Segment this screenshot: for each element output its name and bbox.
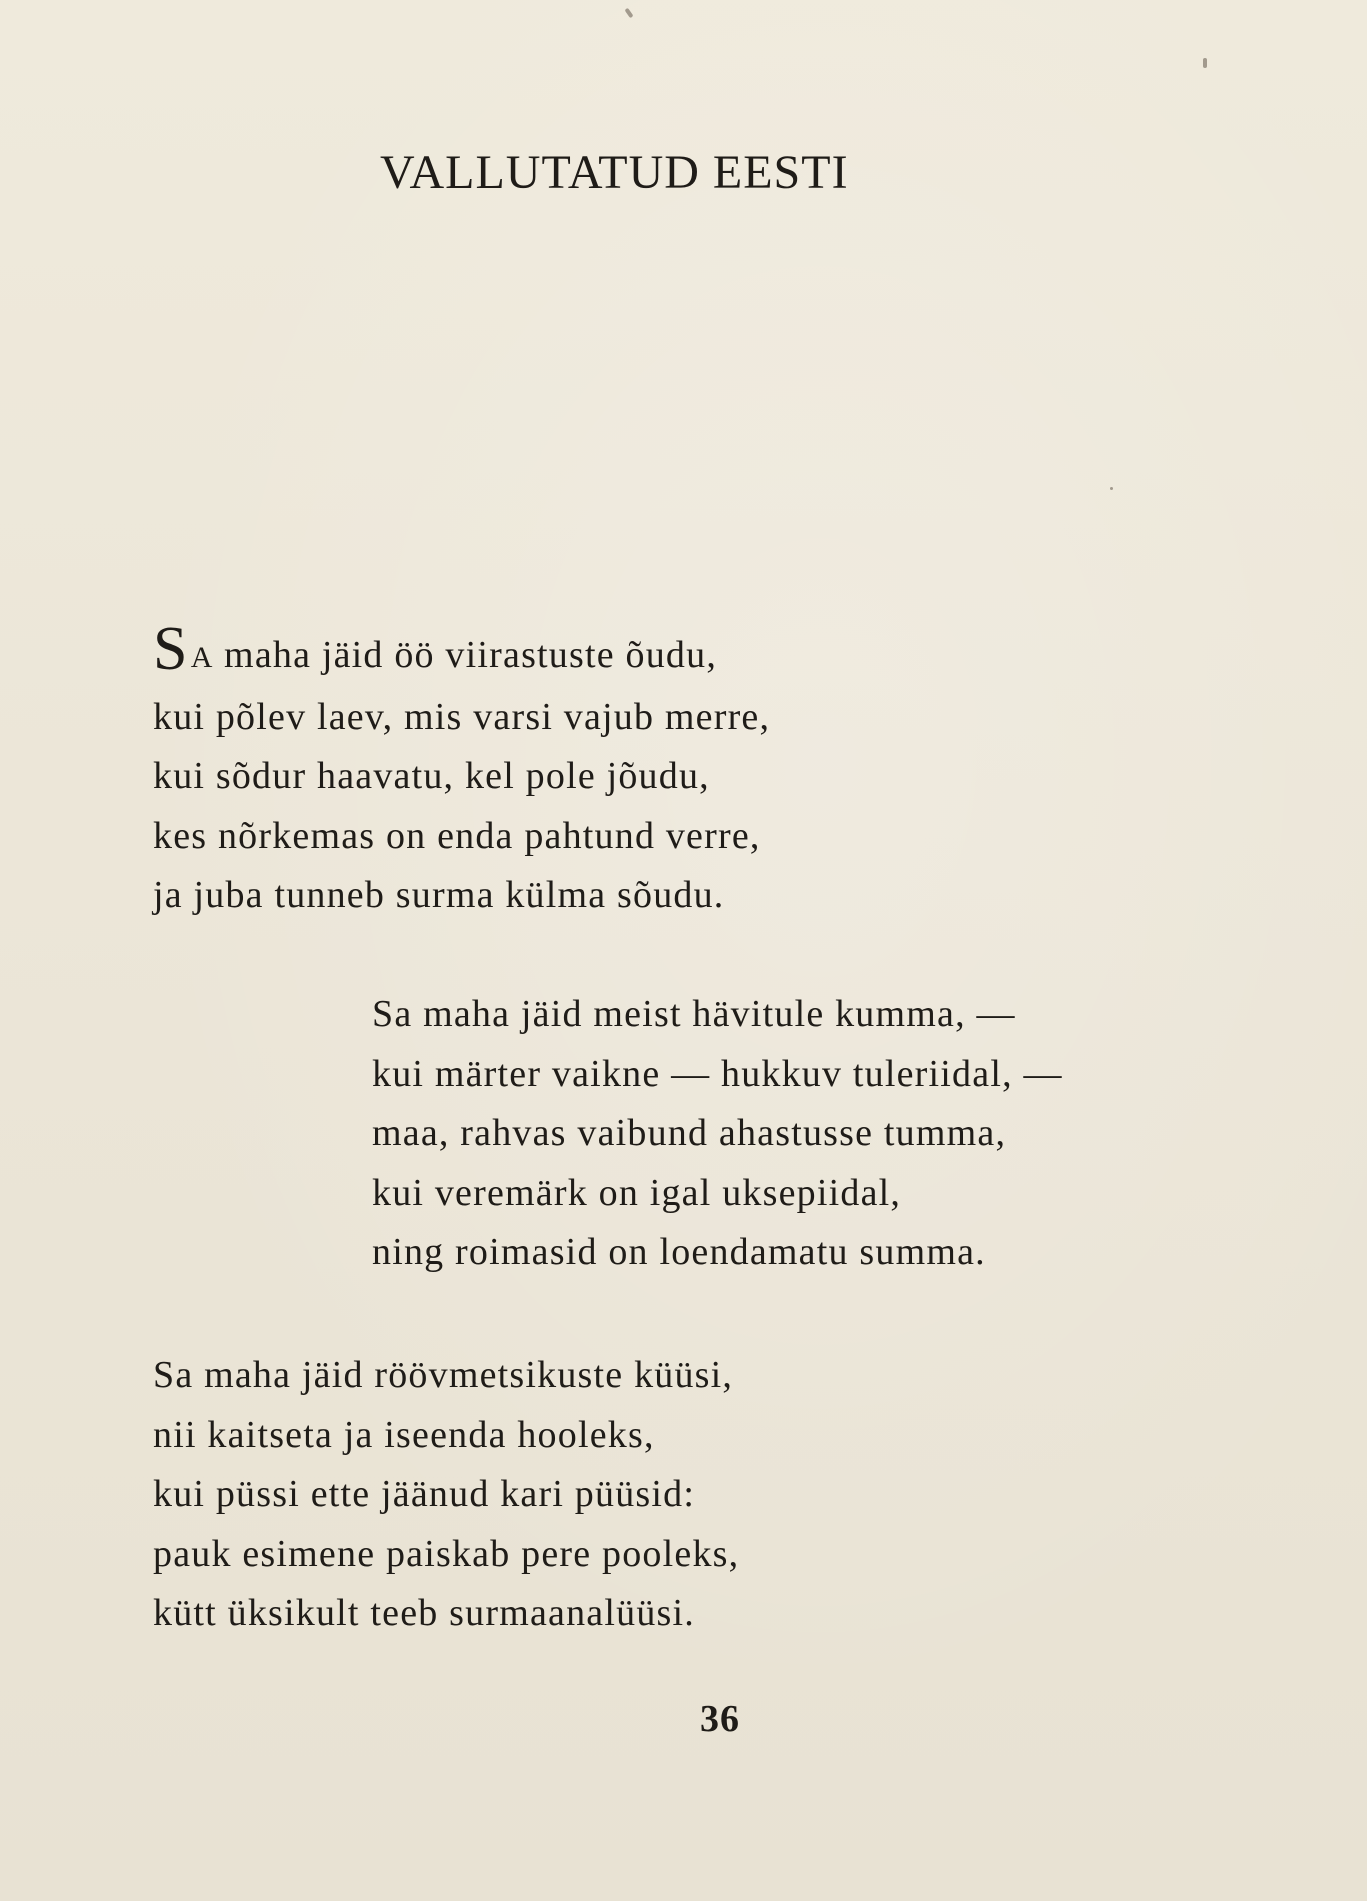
stanza-1 xyxy=(153,615,771,926)
stanza-1-line-1-text: maha jäid öö viirastuste õudu, xyxy=(213,634,718,676)
paper-speck xyxy=(624,8,633,18)
stanza-1-line-5: ja juba tunneb surma külma sõudu. xyxy=(153,874,725,916)
drop-cap-continuation: A xyxy=(190,641,214,674)
stanza-2-line-4: kui veremärk on igal uksepiidal, xyxy=(372,1171,902,1214)
stanza-3-line-4: pauk esimene paiskab pere pooleks, xyxy=(153,1532,740,1575)
stanza-3 xyxy=(153,1346,739,1644)
stanza-3-line-5: kütt üksikult teeb surmaanalüüsi. xyxy=(153,1592,695,1634)
stanza-2-line-3: maa, rahvas vaibund ahastusse tumma, xyxy=(372,1112,1007,1154)
paper-speck xyxy=(1110,487,1113,490)
stanza-1-line-4: kes nõrkemas on enda pahtund verre, xyxy=(153,814,761,857)
stanza-3-line-1: Sa maha jäid röövmetsikuste küüsi, xyxy=(153,1354,734,1396)
stanza-3-line-3: kui püssi ette jäänud kari püüsid: xyxy=(153,1473,696,1515)
stanza-2 xyxy=(372,985,1063,1283)
drop-cap: S xyxy=(153,615,189,683)
poem-title: VALLUTATUD EESTI xyxy=(380,146,849,199)
stanza-2-line-2: kui märter vaikne — hukkuv tuleriidal, — xyxy=(372,1052,1063,1095)
stanza-1-line-1 xyxy=(153,615,770,688)
stanza-3-line-2: nii kaitseta ja iseenda hooleks, xyxy=(153,1413,655,1456)
stanza-1-line-3: kui sõdur haavatu, kel pole jõudu, xyxy=(153,755,710,797)
paper-speck xyxy=(1203,58,1207,68)
stanza-1-line-2: kui põlev laev, mis varsi vajub merre, xyxy=(153,695,771,738)
page-number: 36 xyxy=(700,1698,740,1740)
stanza-2-line-1: Sa maha jäid meist hävitule kumma, — xyxy=(372,993,1016,1035)
stanza-2-line-5: ning roimasid on loendamatu summa. xyxy=(372,1231,986,1273)
